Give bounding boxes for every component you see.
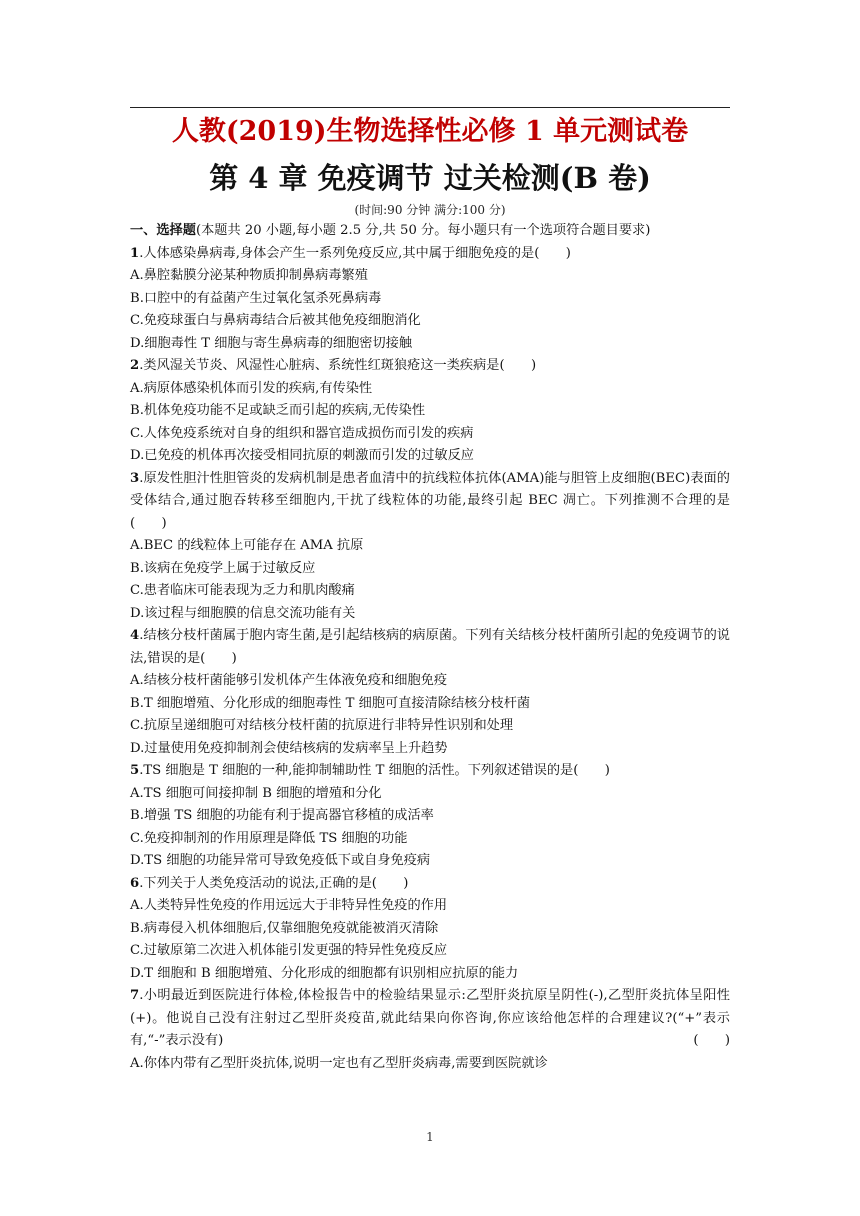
question-1: [130, 243, 730, 356]
section-description: (本题共 20 小题,每小题 2.5 分,共 50 分。每小题只有一个选项符合题目要求): [195, 223, 651, 238]
option-d: D.已免疫的机体再次接受相同抗原的刺激而引发的过敏反应: [130, 448, 474, 463]
question-2: [130, 355, 730, 468]
section-heading: [130, 220, 730, 243]
option-d: D.该过程与细胞膜的信息交流功能有关: [130, 605, 356, 621]
option-b: B.病毒侵入机体细胞后,仅靠细胞免疫就能被消灭清除: [130, 920, 439, 936]
option-b: B.该病在免疫学上属于过敏反应: [130, 560, 316, 576]
question-list: [130, 220, 730, 1075]
question-number: 5: [130, 763, 140, 778]
question-stem: .下列关于人类免疫活动的说法,正确的是( ): [139, 875, 409, 891]
option-c: C.患者临床可能表现为乏力和肌肉酸痛: [130, 583, 355, 598]
question-3: [130, 468, 730, 626]
document-title: 人教(2019)生物选择性必修 1 单元测试卷: [171, 116, 689, 147]
question-stem: .类风湿关节炎、风湿性心脏病、系统性红斑狼疮这一类疾病是( ): [139, 358, 537, 373]
question-number: 6: [130, 875, 140, 891]
option-b: B.T 细胞增殖、分化形成的细胞毒性 T 细胞可直接清除结核分枝杆菌: [130, 695, 531, 711]
option-a: A.人类特异性免疫的作用远远大于非特异性免疫的作用: [130, 898, 448, 913]
question-number: 7: [130, 988, 140, 1003]
question-number: 2: [130, 358, 140, 373]
option-a: A.鼻腔黏膜分泌某种物质抑制鼻病毒繁殖: [130, 268, 368, 283]
question-number: 4: [130, 628, 140, 643]
page-number: 1: [426, 1130, 434, 1144]
option-c: C.免疫球蛋白与鼻病毒结合后被其他免疫细胞消化: [130, 313, 421, 328]
option-c: C.抗原呈递细胞可对结核分枝杆菌的抗原进行非特异性识别和处理: [130, 718, 514, 733]
option-c: C.人体免疫系统对自身的组织和器官造成损伤而引发的疾病: [130, 425, 474, 441]
question-stem: .结核分枝杆菌属于胞内寄生菌,是引起结核病的病原菌。下列有关结核分枝杆菌所引起的免疫调节的说法,错误的是( ): [130, 628, 730, 666]
question-stem: .小明最近到医院进行体检,体检报告中的检验结果显示:乙型肝炎抗原呈阴性(-),乙型肝炎抗体呈阳性(+)。他说自己没有注射过乙型肝炎疫苗,就此结果向你咨询,你应该给他怎样的合理建议?(“+”表示有,“-”表示没有): [130, 988, 730, 1048]
option-c: C.过敏原第二次进入机体能引发更强的特异性免疫反应: [130, 943, 448, 958]
answer-blank: ( ): [693, 1033, 730, 1048]
option-d: D.细胞毒性 T 细胞与寄生鼻病毒的细胞密切接触: [130, 335, 413, 351]
section-title: 一、选择题: [130, 223, 196, 238]
option-a: A.BEC 的线粒体上可能存在 AMA 抗原: [130, 538, 364, 553]
question-stem: .TS 细胞是 T 细胞的一种,能抑制辅助性 T 细胞的活性。下列叙述错误的是( ): [139, 763, 610, 778]
question-stem: .人体感染鼻病毒,身体会产生一系列免疫反应,其中属于细胞免疫的是( ): [139, 245, 571, 261]
option-a: A.你体内带有乙型肝炎抗体,说明一定也有乙型肝炎病毒,需要到医院就诊: [130, 1055, 548, 1071]
option-a: A.结核分枝杆菌能够引发机体产生体液免疫和细胞免疫: [130, 673, 448, 688]
header-rule: [130, 107, 730, 108]
question-4: [130, 625, 730, 760]
question-stem: .原发性胆汁性胆管炎的发病机制是患者血清中的抗线粒体抗体(AMA)能与胆管上皮细胞(BEC)表面的受体结合,通过胞吞转移至细胞内,干扰了线粒体的功能,最终引起 BEC 凋亡。下列推测不合理的是( ): [130, 470, 730, 531]
question-6: [130, 873, 730, 986]
question-number: 3: [130, 470, 140, 486]
question-7: [130, 985, 730, 1075]
option-b: B.增强 TS 细胞的功能有利于提高器官移植的成活率: [130, 808, 434, 823]
exam-meta: (时间:90 分钟 满分:100 分): [354, 203, 506, 217]
option-a: A.病原体感染机体而引发的疾病,有传染性: [130, 380, 373, 396]
option-b: B.口腔中的有益菌产生过氧化氢杀死鼻病毒: [130, 290, 382, 306]
question-number: 1: [130, 245, 140, 261]
option-d: D.过量使用免疫抑制剂会使结核病的发病率呈上升趋势: [130, 740, 448, 756]
question-5: [130, 760, 730, 873]
option-d: D.TS 细胞的功能异常可导致免疫低下或自身免疫病: [130, 853, 431, 868]
option-d: D.T 细胞和 B 细胞增殖、分化形成的细胞都有识别相应抗原的能力: [130, 965, 519, 981]
chapter-title: 第 4 章 免疫调节 过关检测(B 卷): [209, 161, 651, 195]
option-c: C.免疫抑制剂的作用原理是降低 TS 细胞的功能: [130, 830, 408, 846]
option-a: A.TS 细胞可间接抑制 B 细胞的增殖和分化: [130, 785, 382, 801]
option-b: B.机体免疫功能不足或缺乏而引起的疾病,无传染性: [130, 403, 426, 418]
